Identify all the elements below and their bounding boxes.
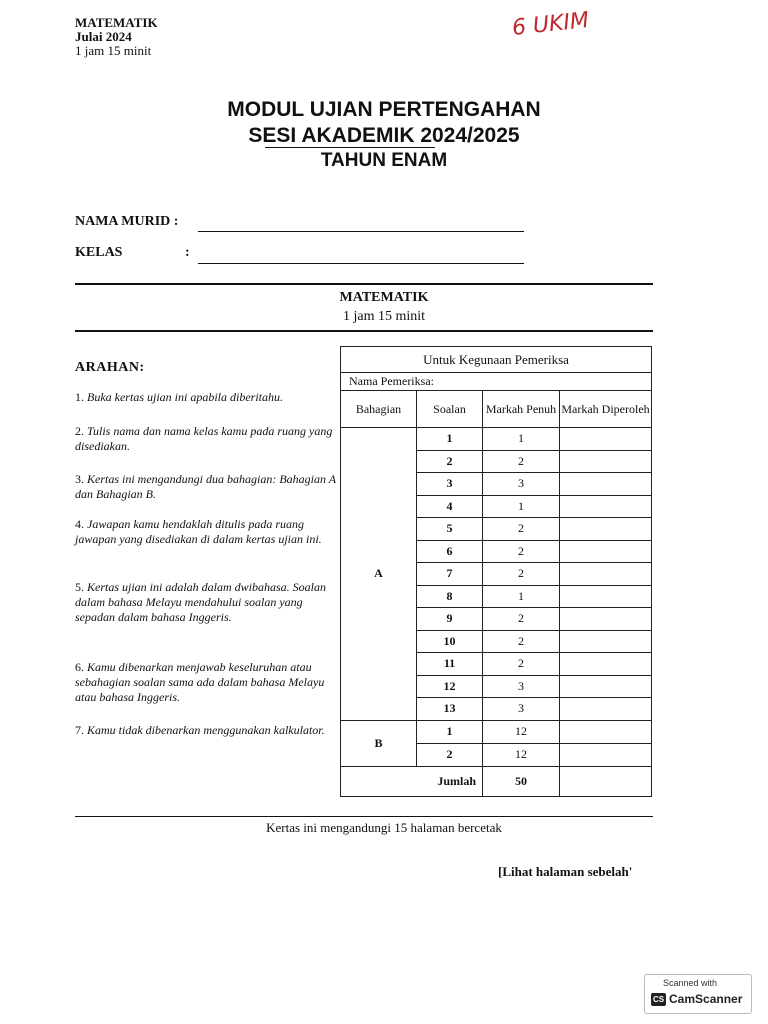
full-marks: 2 [483,630,560,653]
question-number: 2 [417,743,483,766]
marks-obtained-cell[interactable] [560,720,652,743]
full-marks: 3 [483,675,560,698]
divider-bottom [75,330,653,332]
instruction-item [75,660,337,705]
camscanner-badge [644,974,752,1014]
class-colon: : [185,245,190,260]
marks-obtained-cell[interactable] [560,473,652,496]
marks-obtained-cell[interactable] [560,563,652,586]
question-number: 9 [417,608,483,631]
marks-obtained-cell[interactable] [560,518,652,541]
full-marks: 12 [483,720,560,743]
header-full-marks: Markah Penuh [483,391,560,428]
header-info [75,16,158,58]
instruction-number: 1. [75,390,84,404]
question-number: 3 [417,473,483,496]
instruction-text: Kertas ujian ini adalah dalam dwibahasa. Soalan dalam bahasa Melayu mendahului soalan yang sepadan dalam bahasa Inggeris. [75,580,327,624]
instruction-text: Buka kertas ujian ini apabila diberitahu. [87,390,283,404]
marks-obtained-cell[interactable] [560,675,652,698]
full-marks: 3 [483,698,560,721]
instruction-item [75,723,337,738]
question-number: 1 [417,428,483,451]
question-number: 2 [417,450,483,473]
instruction-item [75,472,337,502]
name-field[interactable] [198,219,524,232]
full-marks: 2 [483,653,560,676]
scanned-with-text: Scanned with [663,978,718,988]
header-date: Julai 2024 [75,29,132,44]
header-marks-obtained: Markah Diperoleh [560,391,652,428]
instruction-text: Kamu tidak dibenarkan menggunakan kalkulator. [87,723,325,737]
marks-obtained-cell[interactable] [560,698,652,721]
question-number: 10 [417,630,483,653]
full-marks: 1 [483,585,560,608]
marks-obtained-cell[interactable] [560,630,652,653]
question-number: 7 [417,563,483,586]
examiner-table [340,346,652,797]
full-marks: 12 [483,743,560,766]
full-marks: 2 [483,450,560,473]
instruction-number: 4. [75,517,84,531]
marks-obtained-cell[interactable] [560,428,652,451]
instruction-text: Jawapan kamu hendaklah ditulis pada ruang jawapan yang disediakan di dalam kertas ujian ini. [75,517,322,546]
question-number: 1 [417,720,483,743]
marks-obtained-cell[interactable] [560,540,652,563]
instruction-item [75,580,337,625]
section-a-label: A [341,428,417,721]
camscanner-name: CamScanner [669,992,743,1006]
full-marks: 1 [483,495,560,518]
examiner-table-title: Untuk Kegunaan Pemeriksa [341,347,652,373]
instruction-number: 6. [75,660,84,674]
title-line-1: MODUL UJIAN PERTENGAHAN [227,98,541,121]
instruction-text: Tulis nama dan nama kelas kamu pada ruang yang disediakan. [75,424,333,453]
instruction-item [75,424,337,454]
pages-note: Kertas ini mengandungi 15 halaman bercetak [266,820,502,835]
full-marks: 3 [483,473,560,496]
header-subject: MATEMATIK [75,15,158,30]
full-marks: 1 [483,428,560,451]
marks-obtained-cell[interactable] [560,608,652,631]
instruction-number: 3. [75,472,84,486]
examiner-name-label: Nama Pemeriksa: [341,373,652,391]
header-section: Bahagian [341,391,417,428]
instruction-number: 2. [75,424,84,438]
instructions-title: ARAHAN: [75,360,145,375]
header-question: Soalan [417,391,483,428]
instruction-number: 7. [75,723,84,737]
question-number: 12 [417,675,483,698]
instruction-number: 5. [75,580,84,594]
class-field[interactable] [198,251,524,264]
question-number: 6 [417,540,483,563]
footer-divider [75,816,653,817]
total-value: 50 [483,766,560,796]
divider-top [75,283,653,285]
name-label: NAMA MURID : [75,214,179,229]
full-marks: 2 [483,608,560,631]
instruction-item [75,517,337,547]
class-label: KELAS [75,245,123,260]
next-page-note: [Lihat halaman sebelah' [498,864,633,879]
marks-obtained-cell[interactable] [560,653,652,676]
camscanner-logo-icon: CS [652,995,665,1004]
header-duration: 1 jam 15 minit [75,43,152,58]
question-number: 13 [417,698,483,721]
full-marks: 2 [483,518,560,541]
total-label: Jumlah [341,766,483,796]
question-number: 4 [417,495,483,518]
title-underline [265,147,435,148]
question-number: 11 [417,653,483,676]
subject-box-duration: 1 jam 15 minit [342,309,426,324]
marks-obtained-cell[interactable] [560,585,652,608]
section-b-label: B [341,720,417,766]
total-obtained-cell[interactable] [560,766,652,796]
handwritten-note: 6 UKIM [510,8,591,41]
title-line-2: SESI AKADEMIK 2024/2025 [248,124,520,147]
marks-obtained-cell[interactable] [560,495,652,518]
question-number: 8 [417,585,483,608]
question-number: 5 [417,518,483,541]
marks-obtained-cell[interactable] [560,743,652,766]
instruction-text: Kamu dibenarkan menjawab keseluruhan atau sebahagian soalan sama ada dalam bahasa Melayu atau bahasa Inggeris. [75,660,325,704]
full-marks: 2 [483,563,560,586]
full-marks: 2 [483,540,560,563]
title-line-3: TAHUN ENAM [320,150,448,171]
subject-box-subject: MATEMATIK [339,290,429,305]
instruction-text: Kertas ini mengandungi dua bahagian: Bahagian A dan Bahagian B. [75,472,336,501]
marks-obtained-cell[interactable] [560,450,652,473]
instruction-item [75,390,337,405]
